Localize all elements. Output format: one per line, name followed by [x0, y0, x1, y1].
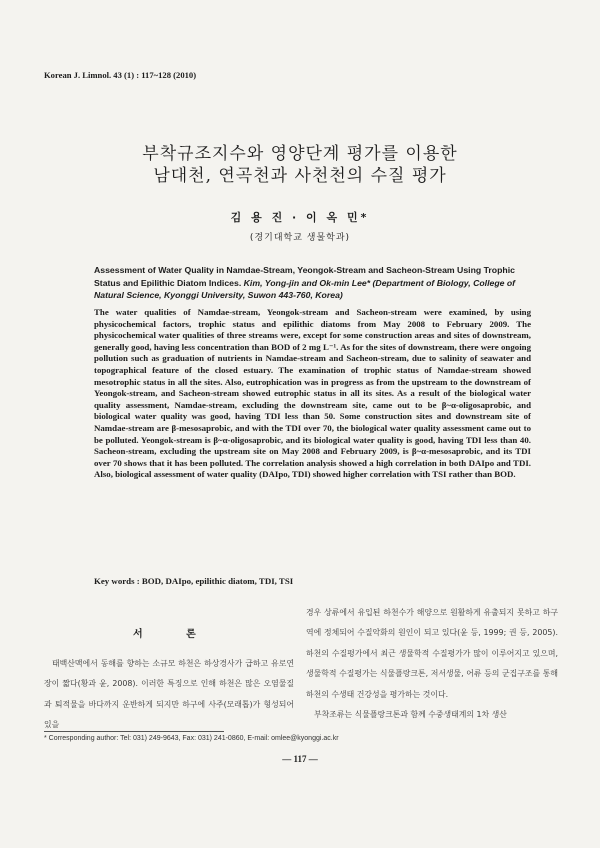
korean-authors: 김 용 진 · 이 옥 민* [230, 211, 370, 224]
page-number: — 117 — [282, 754, 318, 764]
title-line-1: 부착규조지수와 영양단계 평가를 이용한 [142, 144, 458, 164]
left-column-paragraph: 태백산맥에서 동해를 향하는 소규모 하천은 하상경사가 급하고 유로연장이 짧다(황과 윤, 2008). 이러한 특징으로 인해 하천은 많은 오염물질과 퇴적물을 바다까지 운반하게 되지만 하구에 사주(모래톱)가 형성되어 있을 [44, 659, 294, 730]
korean-title [0, 143, 600, 187]
keywords: Key words : BOD, DAIpo, epilithic diatom, TDI, TSI [94, 576, 294, 586]
abstract: The water qualities of Namdae-stream, Yeongok-stream and Sacheon-stream were examined, by using physicochemical factors, trophic status and epilithic diatoms from May 2008 to February 2009. The physicochemical water qualities of three streams were, except for some construction areas and sites of downstream, generally good, having less concentration than BOD of 2 mg L⁻¹. As for the sites of downstream, there were ongoing pollution such as graduation of nutrients in Namdae-stream and Sacheon-stream, due to salinity of seawater and topographical feature of the closed estuary. The examination of trophic status of Namdae-stream showed mesotrophic status in all the sites. Also, eutrophication was in progress as from the upstream to the downstream of Yeongok-stream, and Sacheon-stream showed eutrophic status in all its sites. As a result of the biological water quality assessment, Namdae-stream, excluding the downstream site, came out to be β~α-oligosaprobic, and biological water quality was good, having TDI less than 50. Some construction sites and downstream site of Namdae-stream are β-mesosaprobic, and with the TDI over 70, the biological water quality assessment came out to be polluted. Yeongok-stream is β~α-oligosaprobic, and its biological water quality is good, having TDI less than 40. Sacheon-stream, excluding the upstream site on May 2008 and February 2009, is β~α-mesosaprobic, and its TDI over 70 shows that it has been polluted. The correlation analysis showed a high correlation in both DAIpo and TDI. Also, biological assessment of water quality (DAIpo, TDI) showed higher correlation with TSI rather than BOD. [94, 307, 531, 480]
corresponding-author-footnote: * Corresponding author: Tel: 031) 249-9643, Fax: 031) 241-0860, E-mail: omlee@kyonggi.ac.kr [44, 735, 339, 742]
section-heading-introduction: 서 론 [133, 629, 216, 640]
english-authors: Kim, Yong-jin and Ok-min Lee* (Department of Biology, College of Natural Science, Kyonggi University, Suwon 443-760, Korea) [94, 277, 516, 300]
english-title: Assessment of Water Quality in Namdae-Stream, Yeongok-Stream and Sacheon-Stream Using Trophic Status and Epilithic Diatom Indices. [94, 265, 515, 288]
title-line-2: 남대천, 연곡천과 사천천의 수질 평가 [153, 166, 447, 186]
journal-reference: Korean J. Limnol. 43 (1) : 117~128 (2010) [44, 70, 197, 80]
korean-affiliation: (경기대학교 생물학과) [249, 233, 351, 243]
footnote-divider [44, 731, 224, 732]
right-column-paragraph-1: 경우 상류에서 유입된 하천수가 해양으로 원활하게 유출되지 못하고 하구역에 정체되어 수질악화의 원인이 되고 있다(윤 등, 1999; 권 등, 2005). 하천의 수질평가에서 최근 생물학적 수질평가가 많이 이루어지고 있으며, 생물학적 수질평가는 식물플랑크톤, 저서생물, 어류 등의 군집구조를 통해 하천의 수생태 건강성을 평가하는 것이다. [306, 608, 558, 699]
left-column [44, 654, 294, 736]
right-column-paragraph-2: 부착조류는 식물플랑크톤과 함께 수중생태계의 1차 생산 [314, 710, 507, 720]
english-title-block [94, 264, 534, 302]
right-column [306, 603, 558, 725]
